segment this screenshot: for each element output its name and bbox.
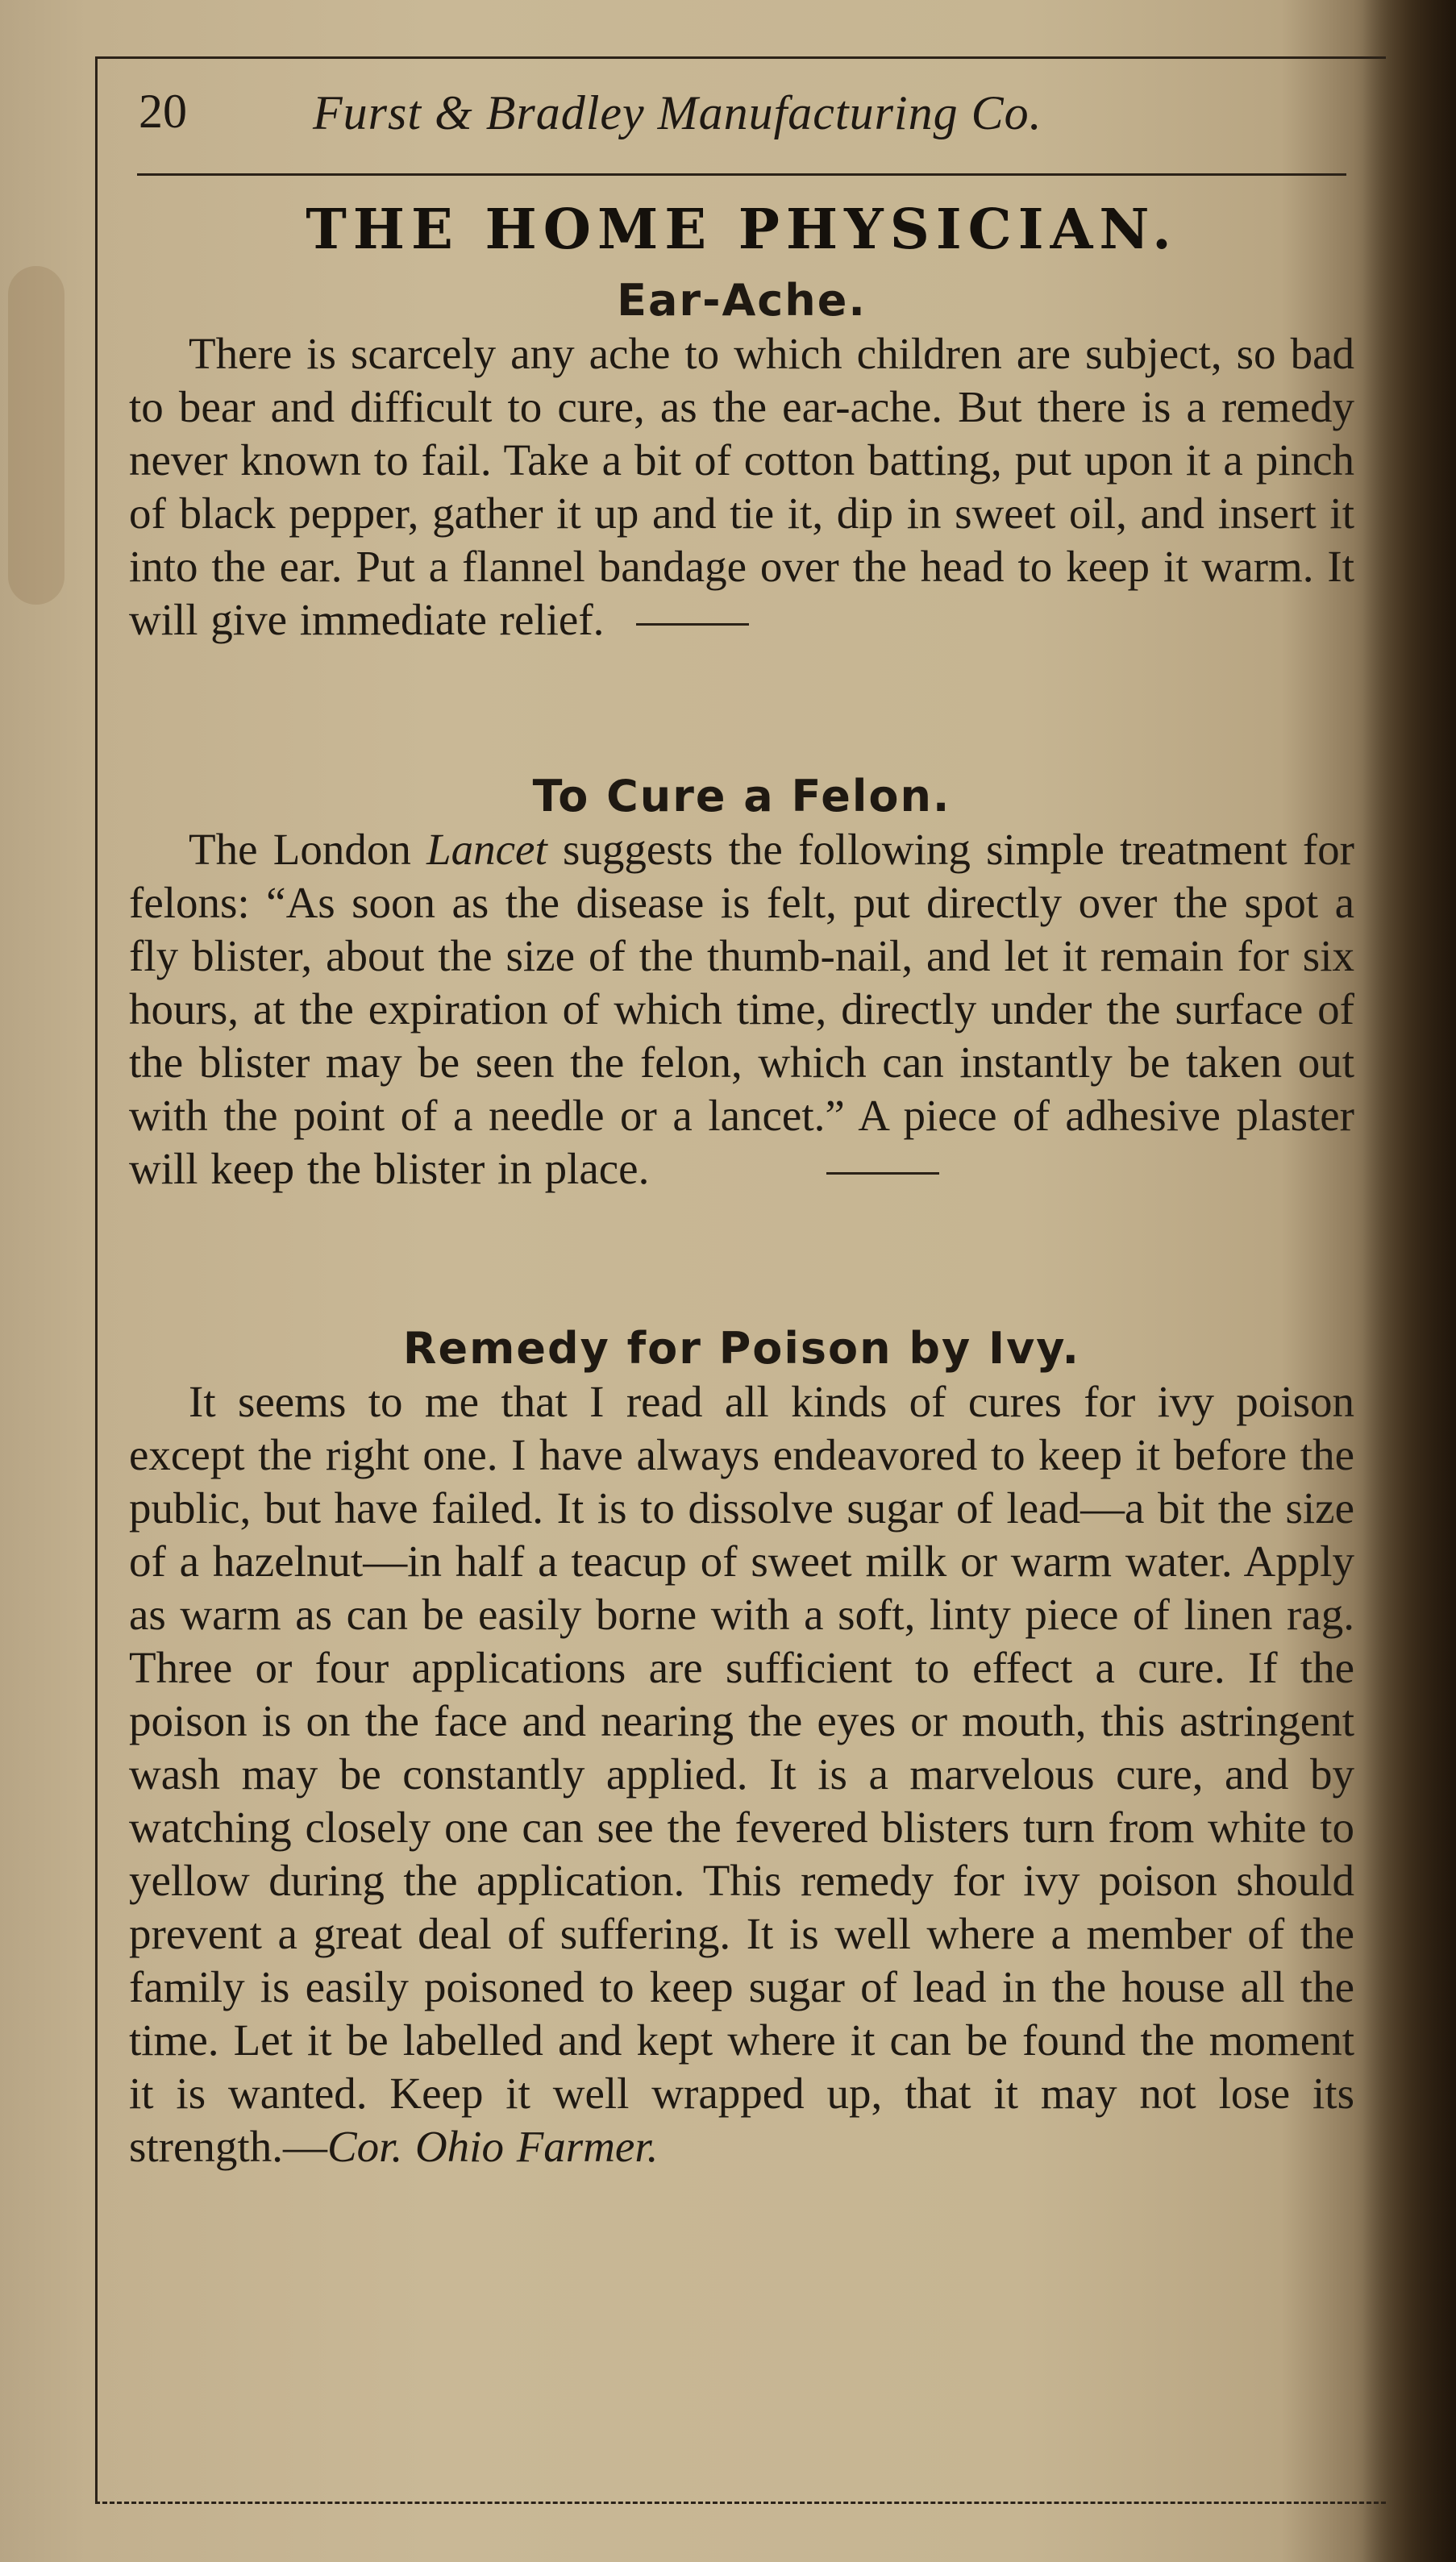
running-head (135, 81, 1345, 153)
running-title: Furst & Bradley Manufacturing Co. (313, 86, 1042, 139)
article-ivy-poison (129, 1322, 1354, 2173)
article-body-text: It seems to me that I read all kinds of cures for ivy poison except the right one. I have always endeavored to keep it before the public, but have failed. It is to dissolve sugar of lead—a bit the size of a hazelnut—in half a teacup of sweet milk or warm water. Apply as warm as can be easily borne with a soft, linty piece of linen rag. Three or four applications are sufficient to effect a cure. If the poison is on the face and nearing the eyes or mouth, this astringent wash may be constantly applied. It is a marvelous cure, and by watching closely one can see the fevered blisters turn from white to yellow during the application. This remedy for ivy poison should prevent a great deal of suffering. It is well where a member of the family is easily poisoned to keep sugar of lead in the house all the time. Let it be labelled and kept where it can be found the moment it is wanted. Keep it well wrapped up, that it may not lose its strength.— (129, 1377, 1354, 2171)
section-divider (826, 1172, 939, 1175)
article-ear-ache (129, 274, 1354, 647)
article-body-text: There is scarcely any ache to which children are subject, so bad to bear and difficult to cure, as the ear-ache. But there is a remedy never known to fail. Take a bit of cotton batting, put upon it a pinch of black pepper, gather it up and tie it, dip in sweet oil, and insert it into the ear. Put a flannel bandage over the head to keep it warm. It will give immediate relief. (129, 329, 1354, 644)
article-heading: To Cure a Felon. (532, 771, 951, 821)
publication-name: Lancet (426, 825, 547, 874)
article-body (129, 823, 1354, 1196)
article-body (129, 1375, 1354, 2173)
page-title: THE HOME PHYSICIAN. (306, 198, 1178, 262)
article-body-text: suggests the following simple treatment for felons: “As soon as the disease is felt, put directly over the spot a fly blister, about the size of the thumb-nail, and let it remain for six hours, at the expiration of which time, directly under the surface of the blister may be seen the felon, which can instantly be taken out with the point of a needle or a lancet.” A piece of adhesive plaster will keep the blister in place. (129, 825, 1354, 1193)
article-body-text: The London (189, 825, 411, 874)
article-heading: Remedy for Poison by Ivy. (402, 1323, 1081, 1374)
article-body (129, 327, 1354, 647)
header-rule (137, 173, 1346, 176)
paper-stain (8, 266, 64, 605)
article-heading: Ear-Ache. (617, 275, 867, 326)
article-felon (129, 770, 1354, 1196)
section-divider (636, 623, 749, 626)
attribution: Cor. Ohio Farmer. (327, 2122, 659, 2171)
page-number: 20 (139, 85, 187, 138)
